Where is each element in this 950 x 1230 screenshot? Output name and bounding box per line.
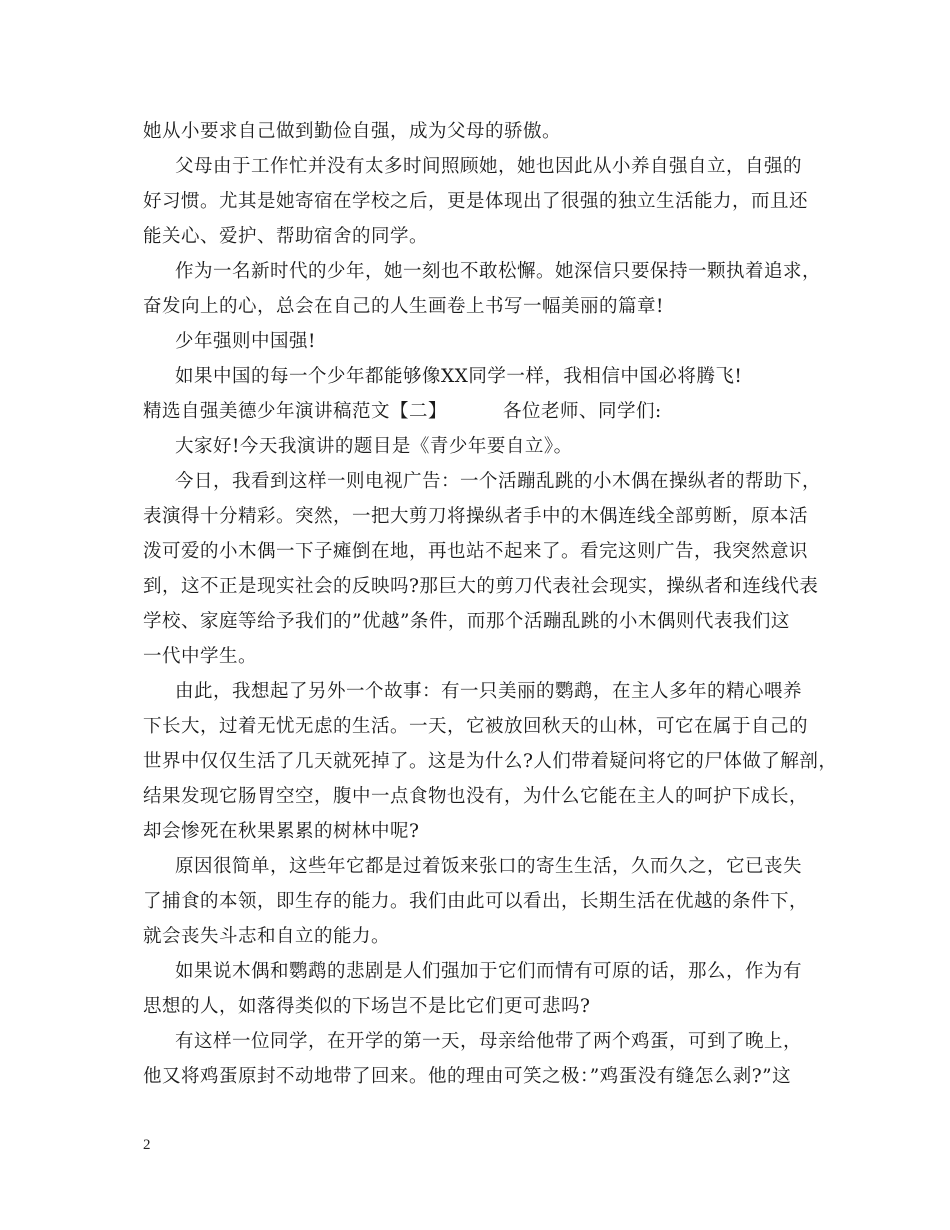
text-line: 如果中国的每一个少年都能够像XX同学一样，我相信中国必将腾飞! xyxy=(175,366,743,387)
text-line: 奋发向上的心，总会在自己的人生画卷上书写一幅美丽的篇章! xyxy=(143,296,664,317)
text-line: 他又将鸡蛋原封不动地带了回来。他的理由可笑之极：”鸡蛋没有缝怎么剥?”这 xyxy=(143,1066,792,1087)
text-line: 了捕食的本领，即生存的能力。我们由此可以看出，长期生活在优越的条件下， xyxy=(143,891,809,912)
greeting: 各位老师、同学们: xyxy=(503,401,662,422)
text-line: 由此，我想起了另外一个故事：有一只美丽的鹦鹉，在主人多年的精心喂养 xyxy=(175,681,803,702)
text-line: 原因很简单，这些年它都是过着饭来张口的寄生生活，久而久之，它已丧失 xyxy=(175,856,803,877)
text-line: 今日，我看到这样一则电视广告：一个活蹦乱跳的小木偶在操纵者的帮助下， xyxy=(175,471,822,492)
text-line: 她从小要求自己做到勤俭自强，成为父母的骄傲。 xyxy=(143,121,562,142)
text-line: 学校、家庭等给予我们的”优越”条件，而那个活蹦乱跳的小木偶则代表我们这 xyxy=(143,611,790,632)
text-line: 作为一名新时代的少年，她一刻也不敢松懈。她深信只要保持一颗执着追求， xyxy=(175,261,822,282)
text-line: 下长大，过着无忧无虑的生活。一天，它被放回秋天的山林，可它在属于自己的 xyxy=(143,716,809,737)
text-line: 父母由于工作忙并没有太多时间照顾她，她也因此从小养自强自立，自强的 xyxy=(175,156,803,177)
text-line: 大家好!今天我演讲的题目是《青少年要自立》。 xyxy=(175,436,573,457)
text-line: 到，这不正是现实社会的反映吗?那巨大的剪刀代表社会现实，操纵者和连线代表 xyxy=(143,576,819,597)
text-line: 好习惯。尤其是她寄宿在学校之后，更是体现出了很强的独立生活能力，而且还 xyxy=(143,191,809,212)
text-line: 有这样一位同学，在开学的第一天，母亲给他带了两个鸡蛋，可到了晚上， xyxy=(175,1031,803,1052)
page-number: 2 xyxy=(143,1137,151,1153)
text-line: 却会惨死在秋果累累的树林中呢? xyxy=(143,821,420,842)
text-line: 世界中仅仅生活了几天就死掉了。这是为什么?人们带着疑问将它的尸体做了解剖， xyxy=(143,751,838,772)
section-heading xyxy=(143,394,811,429)
text-line: 能关心、爱护、帮助宿舍的同学。 xyxy=(143,226,429,247)
text-line: 思想的人，如落得类似的下场岂不是比它们更可悲吗? xyxy=(143,996,591,1017)
section-title: 精选自强美德少年演讲稿范文【二】 xyxy=(143,401,448,422)
document-body xyxy=(143,114,838,1094)
text-line: 少年强则中国强! xyxy=(175,331,316,352)
text-line: 结果发现它肠胃空空，腹中一点食物也没有，为什么它能在主人的呵护下成长， xyxy=(143,786,809,807)
text-line: 如果说木偶和鹦鹉的悲剧是人们强加于它们而情有可原的话，那么，作为有 xyxy=(175,961,803,982)
text-line: 泼可爱的小木偶一下子瘫倒在地，再也站不起来了。看完这则广告，我突然意识 xyxy=(143,541,809,562)
text-line: 一代中学生。 xyxy=(143,646,258,667)
text-line: 就会丧失斗志和自立的能力。 xyxy=(143,926,391,947)
text-line: 表演得十分精彩。突然，一把大剪刀将操纵者手中的木偶连线全部剪断，原本活 xyxy=(143,506,809,527)
